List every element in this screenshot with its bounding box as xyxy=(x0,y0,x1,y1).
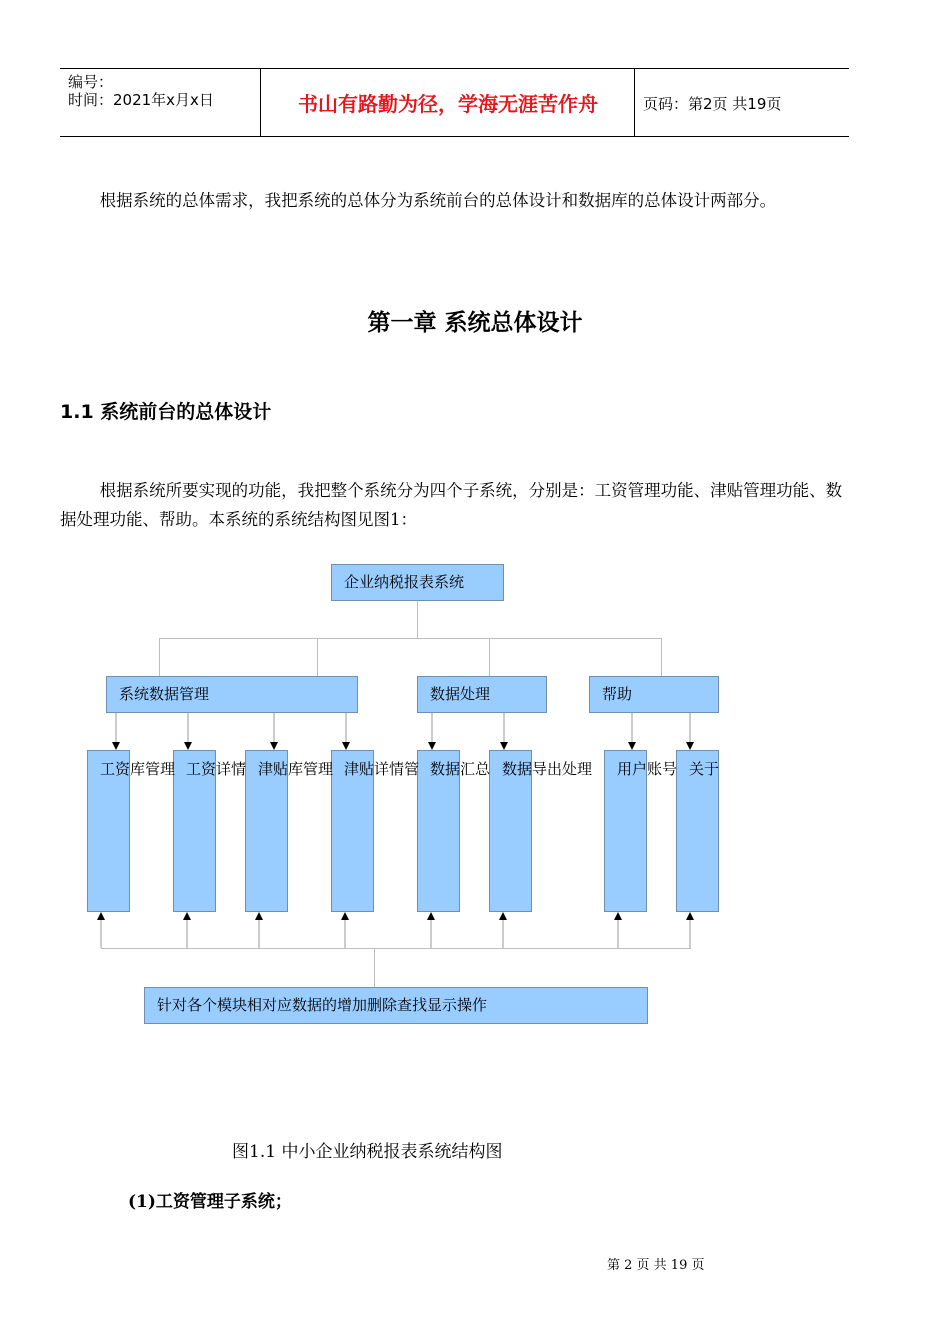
arrow-up-icon xyxy=(614,912,622,920)
header-number-label: 编号： xyxy=(68,73,114,91)
module-label: 用户账号 xyxy=(617,760,678,778)
arrow-up-icon xyxy=(97,912,105,920)
arrow-down-icon xyxy=(628,742,636,750)
group-label: 系统数据管理 xyxy=(119,685,210,703)
arrow-up-icon xyxy=(499,912,507,920)
module-label: 工资详情 xyxy=(186,760,247,778)
arrow-down-icon xyxy=(270,742,278,750)
arrow-down-icon xyxy=(428,742,436,750)
module-label: 工资库管理 xyxy=(100,760,176,778)
arrow-up-icon xyxy=(255,912,263,920)
operations-label: 针对各个模块相对应数据的增加删除查找显示操作 xyxy=(157,996,488,1014)
page-footer: 第 2 页 共 19 页 xyxy=(607,1258,705,1273)
figure-caption: 图1.1 中小企业纳税报表系统结构图 xyxy=(232,1142,503,1162)
arrow-up-icon xyxy=(686,912,694,920)
header-motto: 书山有路勤为径，学海无涯苦作舟 xyxy=(298,92,598,116)
section-title: 1.1 系统前台的总体设计 xyxy=(60,401,272,423)
arrow-up-icon xyxy=(183,912,191,920)
arrow-down-icon xyxy=(342,742,350,750)
module-label: 数据导出处理 xyxy=(502,760,593,778)
arrow-down-icon xyxy=(184,742,192,750)
arrow-down-icon xyxy=(500,742,508,750)
header-date-label: 时间：2021年x月x日 xyxy=(68,91,214,109)
group-label: 数据处理 xyxy=(430,685,491,703)
group-label: 帮助 xyxy=(602,685,633,703)
subsection-heading: (1)工资管理子系统； xyxy=(128,1192,292,1212)
module-label: 津贴详情管 xyxy=(344,760,420,778)
intro-paragraph: 根据系统的总体需求，我把系统的总体分为系统前台的总体设计和数据库的总体设计两部分。 xyxy=(99,191,777,210)
section-paragraph: 根据系统所要实现的功能，我把整个系统分为四个子系统，分别是：工资管理功能、津贴管理功能、数据处理功能、帮助。本系统的系统结构图见图1： xyxy=(60,481,843,529)
arrow-up-icon xyxy=(341,912,349,920)
module-label: 数据汇总 xyxy=(430,760,491,778)
chapter-title: 第一章 系统总体设计 xyxy=(367,309,583,336)
arrow-down-icon xyxy=(112,742,120,750)
arrow-down-icon xyxy=(686,742,694,750)
module-label: 关于 xyxy=(689,760,720,778)
module-label: 津贴库管理 xyxy=(258,760,334,778)
root-label: 企业纳税报表系统 xyxy=(344,573,465,591)
header-page-label: 页码：第2页 共19页 xyxy=(643,95,782,113)
arrow-up-icon xyxy=(427,912,435,920)
